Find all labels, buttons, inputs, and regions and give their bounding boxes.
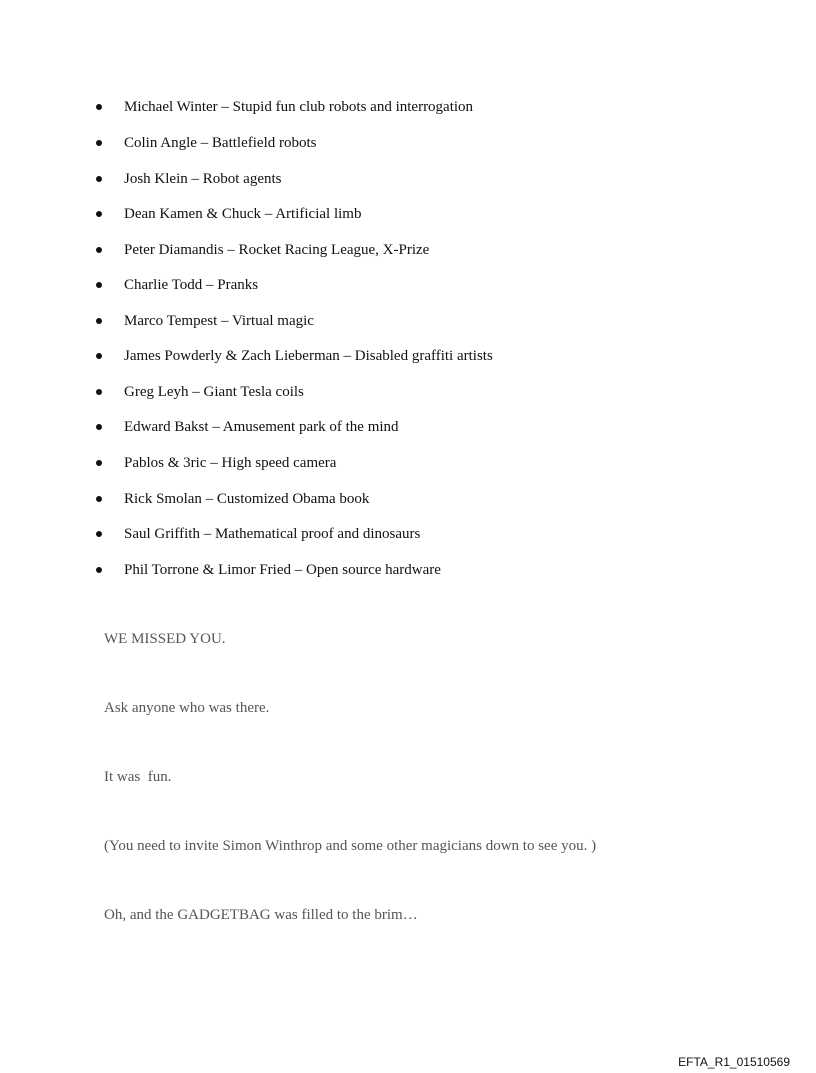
bullet-icon (96, 496, 102, 502)
bullet-icon (96, 531, 102, 537)
list-item (94, 274, 734, 296)
list-item-text: Greg Leyh – Giant Tesla coils (124, 384, 304, 400)
bullet-icon (96, 282, 102, 288)
list-item-text: Pablos & 3ric – High speed camera (124, 455, 337, 471)
bullet-icon (96, 567, 102, 573)
list-item-text: Edward Bakst – Amusement park of the mind (124, 419, 399, 435)
bullet-icon (96, 424, 102, 430)
list-item-text: James Powderly & Zach Lieberman – Disabled graffiti artists (124, 348, 493, 364)
bullet-icon (96, 104, 102, 110)
list-item (94, 239, 734, 261)
document-id-footer: EFTA_R1_01510569 (678, 1055, 790, 1069)
bullet-icon (96, 460, 102, 466)
list-item (94, 168, 734, 190)
bullet-icon (96, 211, 102, 217)
list-item (94, 132, 734, 154)
bullet-icon (96, 389, 102, 395)
list-item-text: Phil Torrone & Limor Fried – Open source hardware (124, 562, 441, 578)
list-item-text: Josh Klein – Robot agents (124, 171, 282, 187)
list-item-text: Michael Winter – Stupid fun club robots and interrogation (124, 99, 474, 115)
bullet-icon (96, 247, 102, 253)
list-item (94, 452, 734, 474)
it-was-fun-paragraph: It was fun. (104, 769, 172, 785)
gadgetbag-paragraph: Oh, and the GADGETBAG was filled to the brim… (104, 907, 418, 923)
list-item-text: Dean Kamen & Chuck – Artificial limb (124, 206, 362, 222)
list-item (94, 416, 734, 438)
list-item-text: Saul Griffith – Mathematical proof and dinosaurs (124, 526, 421, 542)
list-item (94, 310, 734, 332)
list-item (94, 203, 734, 225)
list-item (94, 381, 734, 403)
bullet-icon (96, 140, 102, 146)
list-item-text: Charlie Todd – Pranks (124, 277, 259, 293)
list-item-text: Colin Angle – Battlefield robots (124, 135, 317, 151)
ask-anyone-paragraph: Ask anyone who was there. (104, 700, 270, 716)
list-item (94, 96, 734, 118)
list-item-text: Rick Smolan – Customized Obama book (124, 491, 370, 507)
invite-magicians-paragraph: (You need to invite Simon Winthrop and some other magicians down to see you. ) (104, 838, 597, 854)
missed-you-heading: WE MISSED YOU. (104, 631, 226, 647)
list-item (94, 488, 734, 510)
bullet-icon (96, 176, 102, 182)
list-item (94, 345, 734, 367)
list-item-text: Peter Diamandis – Rocket Racing League, X-Prize (124, 242, 430, 258)
list-item (94, 523, 734, 545)
bullet-icon (96, 353, 102, 359)
bullet-icon (96, 318, 102, 324)
list-item-text: Marco Tempest – Virtual magic (124, 313, 314, 329)
list-item (94, 559, 734, 581)
